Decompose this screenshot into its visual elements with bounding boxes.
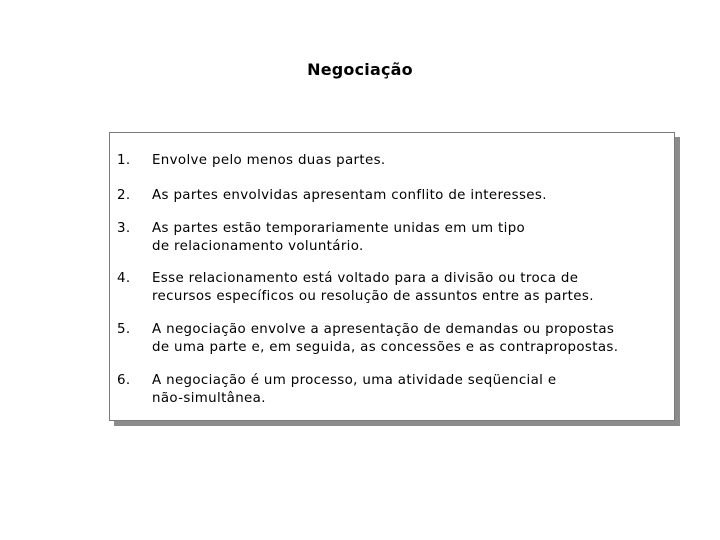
list-item-line: A negociação é um processo, uma atividade seqüencial e [152, 373, 557, 388]
list-item-line: Esse relacionamento está voltado para a divisão ou troca de [152, 271, 579, 286]
list-item-line: de relacionamento voluntário. [152, 239, 364, 254]
list-item-number: 3. [117, 221, 131, 236]
list-item-line: de uma parte e, em seguida, as concessões e as contrapropostas. [152, 340, 619, 355]
list-item-line: As partes estão temporariamente unidas em um tipo [152, 221, 526, 236]
list-item-text [152, 152, 386, 170]
list-item-line: não-simultânea. [152, 391, 266, 406]
numbered-list-box [109, 132, 675, 421]
list-item-text [152, 187, 547, 205]
list-item-text [152, 321, 618, 357]
list-item-number: 4. [117, 271, 131, 286]
list-item-text [152, 220, 525, 256]
page-title: Negociação [307, 60, 413, 79]
list-item-number: 2. [117, 188, 131, 203]
list-item-text [152, 270, 594, 306]
list-item-number: 6. [117, 373, 131, 388]
list-item-text [152, 372, 556, 408]
list-item-line: recursos específicos ou resolução de assuntos entre as partes. [152, 289, 594, 304]
list-item-line: As partes envolvidas apresentam conflito de interesses. [152, 188, 547, 203]
list-item-line: Envolve pelo menos duas partes. [152, 153, 386, 168]
list-item-number: 5. [117, 322, 131, 337]
list-item-line: A negociação envolve a apresentação de demandas ou propostas [152, 322, 615, 337]
list-item-number: 1. [117, 153, 131, 168]
